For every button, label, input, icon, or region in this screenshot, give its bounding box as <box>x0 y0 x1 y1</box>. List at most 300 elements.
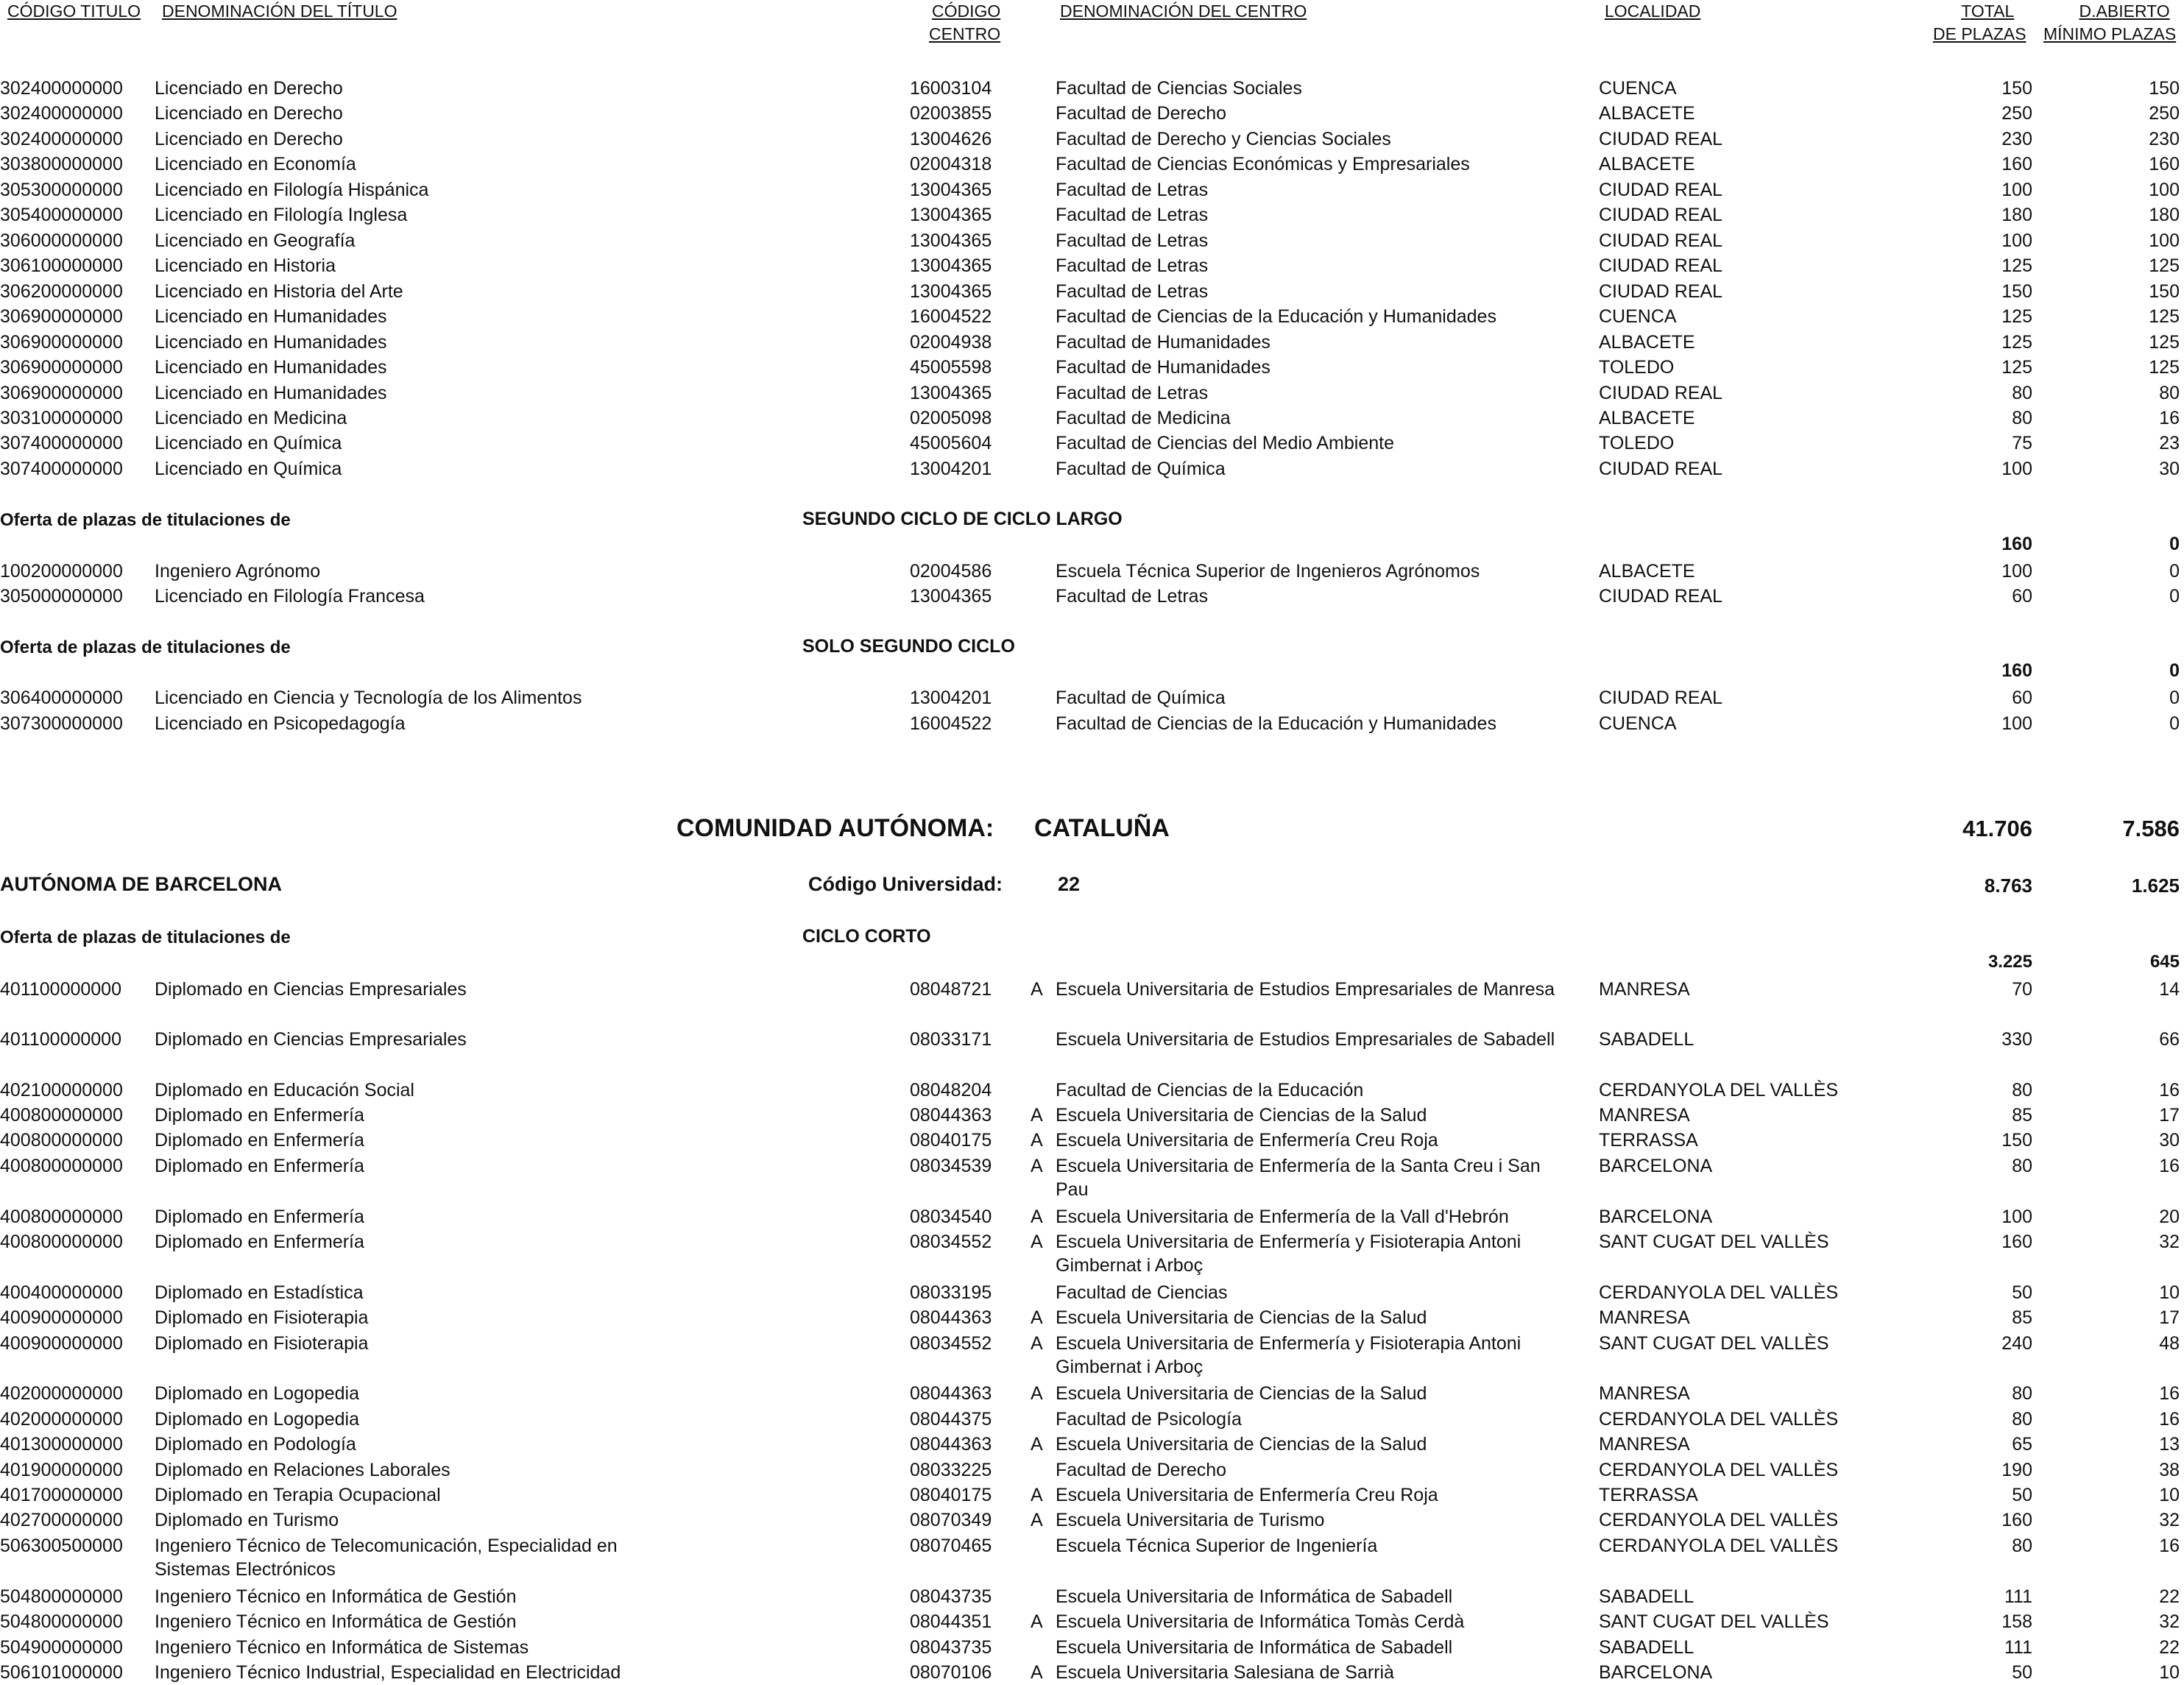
comunidad-total: 41.706 <box>1962 816 2032 841</box>
universidad-code: 22 <box>1058 873 1081 895</box>
denominacion-centro-cell-cont: Gimbernat i Arboç <box>1056 1255 1204 1276</box>
table-row <box>0 202 2184 227</box>
table-row <box>0 1381 2184 1406</box>
denominacion-centro-cell: Facultad de Derecho <box>1056 103 1227 124</box>
denominacion-centro-cell: Facultad de Química <box>1056 459 1226 479</box>
titulo-cell: Licenciado en Filología Francesa <box>155 586 425 607</box>
header-codigo-titulo: CÓDIGO TITULO <box>7 1 141 21</box>
universidad-total: 8.763 <box>1984 875 2032 897</box>
titulo-cell: Diplomado en Podología <box>155 1434 356 1455</box>
total-plazas-cell: 150 <box>2001 78 2032 99</box>
titulo-cell: Licenciado en Química <box>155 459 342 479</box>
codigo-cell: 402700000000 <box>0 1510 123 1530</box>
codigo-cell: 400900000000 <box>0 1333 123 1354</box>
total-plazas-cell: 50 <box>2012 1282 2032 1303</box>
total-plazas-cell: 80 <box>2012 1409 2032 1430</box>
section-type: SOLO SEGUNDO CICLO <box>802 636 1015 657</box>
adscrito-cell: A <box>1031 1485 1043 1505</box>
minimo-plazas-cell: 16 <box>2159 1409 2180 1430</box>
denominacion-centro-cell: Facultad de Ciencias de la Educación y Humanidades <box>1056 713 1496 734</box>
codigo-cell: 306900000000 <box>0 357 123 378</box>
total-plazas-cell: 250 <box>2001 103 2032 124</box>
codigo-centro-cell: 08034539 <box>910 1156 992 1176</box>
localidad-cell: ALBACETE <box>1599 561 1695 582</box>
codigo-cell: 401900000000 <box>0 1460 123 1480</box>
section-minimo: 645 <box>2149 952 2180 972</box>
table-row <box>0 711 2184 736</box>
titulo-cell: Licenciado en Química <box>155 433 342 453</box>
codigo-centro-cell: 16004522 <box>910 713 992 734</box>
denominacion-centro-cell: Facultad de Letras <box>1056 281 1209 302</box>
denominacion-centro-cell: Facultad de Letras <box>1056 180 1209 200</box>
minimo-plazas-cell: 30 <box>2159 1130 2180 1151</box>
table-row <box>0 1103 2184 1128</box>
table-row <box>0 1331 2184 1377</box>
titulo-cell: Licenciado en Medicina <box>155 408 347 428</box>
table-row <box>0 1027 2184 1052</box>
codigo-centro-cell: 08044363 <box>910 1383 992 1404</box>
titulo-cell: Diplomado en Estadística <box>155 1282 364 1303</box>
codigo-centro-cell: 13004365 <box>910 180 992 200</box>
codigo-cell: 506300500000 <box>0 1536 123 1556</box>
titulo-cell: Diplomado en Ciencias Empresariales <box>155 1029 467 1050</box>
adscrito-cell: A <box>1031 1232 1043 1252</box>
total-plazas-cell: 125 <box>2001 255 2032 276</box>
table-row <box>0 1154 2184 1200</box>
codigo-cell: 306200000000 <box>0 281 123 302</box>
localidad-cell: CERDANYOLA DEL VALLÈS <box>1599 1080 1839 1101</box>
table-row <box>0 1508 2184 1533</box>
codigo-centro-cell: 08044363 <box>910 1434 992 1455</box>
minimo-plazas-cell: 16 <box>2159 1156 2180 1176</box>
titulo-cell: Licenciado en Ciencia y Tecnología de los Alimentos <box>155 688 582 708</box>
codigo-centro-cell: 08034552 <box>910 1333 992 1354</box>
minimo-plazas-cell: 32 <box>2159 1510 2180 1530</box>
adscrito-cell: A <box>1031 1662 1043 1683</box>
titulo-cell: Diplomado en Enfermería <box>155 1130 364 1151</box>
comunidad-name: CATALUÑA <box>1034 814 1170 842</box>
header-total-line2: DE PLAZAS <box>1933 24 2026 44</box>
localidad-cell: SABADELL <box>1599 1637 1694 1658</box>
codigo-centro-cell: 45005604 <box>910 433 992 453</box>
denominacion-centro-cell: Escuela Universitaria de Estudios Empresariales de Manresa <box>1056 979 1555 1000</box>
titulo-cell: Ingeniero Técnico de Telecomunicación, Especialidad en <box>155 1536 618 1556</box>
codigo-cell: 400800000000 <box>0 1105 123 1126</box>
codigo-cell: 402100000000 <box>0 1080 123 1101</box>
minimo-plazas-cell: 180 <box>2149 205 2180 225</box>
titulo-cell: Diplomado en Logopedia <box>155 1409 359 1430</box>
total-plazas-cell: 60 <box>2012 688 2032 708</box>
denominacion-centro-cell: Escuela Universitaria de Ciencias de la Salud <box>1056 1307 1427 1328</box>
localidad-cell: MANRESA <box>1599 1434 1690 1455</box>
minimo-plazas-cell: 250 <box>2149 103 2180 124</box>
localidad-cell: CIUDAD REAL <box>1599 255 1723 276</box>
total-plazas-cell: 80 <box>2012 1156 2032 1176</box>
denominacion-centro-cell: Escuela Técnica Superior de Ingenieros Agrónomos <box>1056 561 1480 582</box>
minimo-plazas-cell: 0 <box>2169 713 2180 734</box>
denominacion-centro-cell: Escuela Universitaria de Informática de Sabadell <box>1056 1586 1453 1607</box>
codigo-cell: 504800000000 <box>0 1611 123 1632</box>
denominacion-centro-cell: Escuela Universitaria de Enfermería y Fisioterapia Antoni <box>1056 1333 1522 1354</box>
minimo-plazas-cell: 23 <box>2159 433 2180 453</box>
localidad-cell: CIUDAD REAL <box>1599 180 1723 200</box>
total-plazas-cell: 240 <box>2001 1333 2032 1354</box>
minimo-plazas-cell: 48 <box>2159 1333 2180 1354</box>
codigo-cell: 506101000000 <box>0 1662 123 1683</box>
titulo-cell: Ingeniero Técnico Industrial, Especialidad en Electricidad <box>155 1662 621 1683</box>
codigo-centro-cell: 13004626 <box>910 129 992 149</box>
denominacion-centro-cell: Escuela Universitaria de Informática Tomàs Cerdà <box>1056 1611 1465 1632</box>
total-plazas-cell: 190 <box>2001 1460 2032 1480</box>
titulo-cell: Licenciado en Economía <box>155 154 356 174</box>
table-row <box>0 685 2184 710</box>
table-row <box>0 152 2184 177</box>
codigo-centro-cell: 02004318 <box>910 154 992 174</box>
codigo-cell: 401100000000 <box>0 1029 121 1050</box>
table-row <box>0 584 2184 609</box>
denominacion-centro-cell: Escuela Universitaria de Enfermería Creu Roja <box>1056 1130 1438 1151</box>
denominacion-centro-cell: Escuela Universitaria de Turismo <box>1056 1510 1325 1530</box>
localidad-cell: MANRESA <box>1599 979 1690 1000</box>
section-type: SEGUNDO CICLO DE CICLO LARGO <box>802 509 1123 529</box>
codigo-cell: 401700000000 <box>0 1485 123 1505</box>
codigo-centro-cell: 08033195 <box>910 1282 992 1303</box>
denominacion-centro-cell: Escuela Universitaria de Ciencias de la Salud <box>1056 1434 1427 1455</box>
localidad-cell: CIUDAD REAL <box>1599 230 1723 251</box>
table-row <box>0 127 2184 152</box>
localidad-cell: CERDANYOLA DEL VALLÈS <box>1599 1282 1839 1303</box>
codigo-centro-cell: 08044351 <box>910 1611 992 1632</box>
titulo-cell-cont: Sistemas Electrónicos <box>155 1559 336 1580</box>
minimo-plazas-cell: 10 <box>2159 1662 2180 1683</box>
titulo-cell: Ingeniero Agrónomo <box>155 561 321 582</box>
codigo-centro-cell: 13004365 <box>910 383 992 403</box>
localidad-cell: TOLEDO <box>1599 357 1675 378</box>
denominacion-centro-cell: Facultad de Medicina <box>1056 408 1231 428</box>
adscrito-cell: A <box>1031 1307 1043 1328</box>
section-minimo: 0 <box>2169 660 2180 681</box>
total-plazas-cell: 160 <box>2001 1510 2032 1530</box>
denominacion-centro-cell: Escuela Universitaria de Enfermería Creu Roja <box>1056 1485 1438 1505</box>
table-row <box>0 1204 2184 1229</box>
titulo-cell: Licenciado en Humanidades <box>155 306 387 327</box>
codigo-cell: 302400000000 <box>0 78 123 99</box>
minimo-plazas-cell: 10 <box>2159 1485 2180 1505</box>
codigo-cell: 305300000000 <box>0 180 123 200</box>
denominacion-centro-cell: Facultad de Humanidades <box>1056 357 1271 378</box>
minimo-plazas-cell: 0 <box>2169 586 2180 607</box>
codigo-cell: 302400000000 <box>0 103 123 124</box>
localidad-cell: CUENCA <box>1599 306 1677 327</box>
titulo-cell: Licenciado en Psicopedagogía <box>155 713 406 734</box>
table-row <box>0 406 2184 431</box>
codigo-centro-cell: 08048204 <box>910 1080 992 1101</box>
localidad-cell: BARCELONA <box>1599 1156 1713 1176</box>
localidad-cell: MANRESA <box>1599 1383 1690 1404</box>
total-plazas-cell: 125 <box>2001 306 2032 327</box>
codigo-centro-cell: 08033171 <box>910 1029 992 1050</box>
table-row <box>0 1483 2184 1508</box>
codigo-centro-cell: 08070465 <box>910 1536 992 1556</box>
codigo-cell: 401300000000 <box>0 1434 123 1455</box>
minimo-plazas-cell: 66 <box>2159 1029 2180 1050</box>
codigo-centro-cell: 08040175 <box>910 1130 992 1151</box>
total-plazas-cell: 160 <box>2001 154 2032 174</box>
codigo-centro-cell: 02003855 <box>910 103 992 124</box>
titulo-cell: Licenciado en Geografía <box>155 230 356 251</box>
denominacion-centro-cell: Escuela Universitaria de Enfermería de la Vall d'Hebrón <box>1056 1207 1509 1227</box>
header-minimo <box>2043 0 2176 46</box>
localidad-cell: ALBACETE <box>1599 103 1695 124</box>
titulo-cell: Ingeniero Técnico en Informática de Gestión <box>155 1611 517 1632</box>
codigo-centro-cell: 08044363 <box>910 1307 992 1328</box>
titulo-cell: Licenciado en Humanidades <box>155 332 387 353</box>
denominacion-centro-cell: Escuela Universitaria de Enfermería de la Santa Creu i San <box>1056 1156 1541 1176</box>
titulo-cell: Diplomado en Ciencias Empresariales <box>155 979 467 1000</box>
codigo-centro-cell: 13004365 <box>910 586 992 607</box>
codigo-cell: 400800000000 <box>0 1232 123 1252</box>
total-plazas-cell: 150 <box>2001 1130 2032 1151</box>
total-plazas-cell: 100 <box>2001 1207 2032 1227</box>
codigo-centro-cell: 08043735 <box>910 1637 992 1658</box>
denominacion-centro-cell: Escuela Universitaria de Informática de Sabadell <box>1056 1637 1453 1658</box>
total-plazas-cell: 230 <box>2001 129 2032 149</box>
denominacion-centro-cell: Escuela Universitaria de Estudios Empresariales de Sabadell <box>1056 1029 1555 1050</box>
codigo-cell: 402000000000 <box>0 1409 123 1430</box>
minimo-plazas-cell: 16 <box>2159 1383 2180 1404</box>
denominacion-centro-cell: Escuela Universitaria de Enfermería y Fisioterapia Antoni <box>1056 1232 1522 1252</box>
localidad-cell: CIUDAD REAL <box>1599 688 1723 708</box>
codigo-centro-cell: 08040175 <box>910 1485 992 1505</box>
localidad-cell: ALBACETE <box>1599 154 1695 174</box>
localidad-cell: CIUDAD REAL <box>1599 459 1723 479</box>
minimo-plazas-cell: 125 <box>2149 306 2180 327</box>
total-plazas-cell: 100 <box>2001 459 2032 479</box>
denominacion-centro-cell: Facultad de Ciencias Sociales <box>1056 78 1302 99</box>
section-total: 3.225 <box>1987 952 2032 972</box>
localidad-cell: TERRASSA <box>1599 1130 1698 1151</box>
total-plazas-cell: 60 <box>2012 586 2032 607</box>
total-plazas-cell: 75 <box>2012 433 2032 453</box>
minimo-plazas-cell: 125 <box>2149 255 2180 276</box>
adscrito-cell: A <box>1031 1383 1043 1404</box>
codigo-cell: 306900000000 <box>0 306 123 327</box>
denominacion-centro-cell: Facultad de Derecho <box>1056 1460 1227 1480</box>
minimo-plazas-cell: 17 <box>2159 1307 2180 1328</box>
section-label: Oferta de plazas de titulaciones de <box>0 928 291 947</box>
denominacion-centro-cell: Facultad de Ciencias del Medio Ambiente <box>1056 433 1394 453</box>
codigo-centro-cell: 08070349 <box>910 1510 992 1530</box>
denominacion-centro-cell: Facultad de Química <box>1056 688 1226 708</box>
denominacion-centro-cell: Facultad de Letras <box>1056 383 1209 403</box>
denominacion-centro-cell: Facultad de Derecho y Ciencias Sociales <box>1056 129 1391 149</box>
denominacion-centro-cell: Escuela Universitaria de Ciencias de la Salud <box>1056 1105 1427 1126</box>
header-minimo-line2: MÍNIMO PLAZAS <box>2043 24 2177 44</box>
minimo-plazas-cell: 16 <box>2159 1080 2180 1101</box>
denominacion-centro-cell: Escuela Universitaria Salesiana de Sarrià <box>1056 1662 1394 1683</box>
table-row <box>0 1280 2184 1305</box>
total-plazas-cell: 125 <box>2001 357 2032 378</box>
total-plazas-cell: 85 <box>2012 1307 2032 1328</box>
adscrito-cell: A <box>1031 1105 1043 1126</box>
minimo-plazas-cell: 32 <box>2159 1232 2180 1252</box>
minimo-plazas-cell: 16 <box>2159 1536 2180 1556</box>
codigo-centro-cell: 13004201 <box>910 688 992 708</box>
localidad-cell: SABADELL <box>1599 1029 1694 1050</box>
table-row <box>0 101 2184 126</box>
codigo-cell: 504900000000 <box>0 1637 123 1658</box>
codigo-cell: 400800000000 <box>0 1130 123 1151</box>
codigo-cell: 400800000000 <box>0 1156 123 1176</box>
total-plazas-cell: 100 <box>2001 561 2032 582</box>
codigo-cell: 307400000000 <box>0 459 123 479</box>
total-plazas-cell: 50 <box>2012 1662 2032 1683</box>
localidad-cell: CERDANYOLA DEL VALLÈS <box>1599 1409 1839 1430</box>
table-row <box>0 279 2184 304</box>
codigo-cell: 302400000000 <box>0 129 123 149</box>
minimo-plazas-cell: 100 <box>2149 180 2180 200</box>
localidad-cell: SANT CUGAT DEL VALLÈS <box>1599 1333 1829 1354</box>
table-row <box>0 304 2184 329</box>
total-plazas-cell: 125 <box>2001 332 2032 353</box>
total-plazas-cell: 111 <box>2004 1637 2032 1658</box>
denominacion-centro-cell: Facultad de Ciencias <box>1056 1282 1228 1303</box>
header-codigo-centro-line1: CÓDIGO <box>932 1 1001 21</box>
localidad-cell: MANRESA <box>1599 1307 1690 1328</box>
localidad-cell: BARCELONA <box>1599 1207 1713 1227</box>
codigo-centro-cell: 08044363 <box>910 1105 992 1126</box>
table-row <box>0 1533 2184 1580</box>
localidad-cell: MANRESA <box>1599 1105 1690 1126</box>
codigo-centro-cell: 13004201 <box>910 459 992 479</box>
codigo-centro-cell: 08033225 <box>910 1460 992 1480</box>
denominacion-centro-cell: Facultad de Letras <box>1056 586 1209 607</box>
codigo-cell: 306100000000 <box>0 255 123 276</box>
total-plazas-cell: 111 <box>2004 1586 2032 1607</box>
section-label: Oferta de plazas de titulaciones de <box>0 510 291 530</box>
table-row <box>0 431 2184 456</box>
codigo-cell: 306000000000 <box>0 230 123 251</box>
minimo-plazas-cell: 14 <box>2159 979 2180 1000</box>
titulo-cell: Diplomado en Fisioterapia <box>155 1307 369 1328</box>
codigo-cell: 402000000000 <box>0 1383 123 1404</box>
localidad-cell: SANT CUGAT DEL VALLÈS <box>1599 1232 1829 1252</box>
titulo-cell: Licenciado en Derecho <box>155 129 343 149</box>
codigo-cell: 306400000000 <box>0 688 123 708</box>
titulo-cell: Diplomado en Enfermería <box>155 1232 364 1252</box>
header-minimo-line1: D.ABIERTO <box>2079 1 2170 21</box>
minimo-plazas-cell: 0 <box>2169 561 2180 582</box>
minimo-plazas-cell: 22 <box>2159 1637 2180 1658</box>
codigo-cell: 306900000000 <box>0 383 123 403</box>
total-plazas-cell: 70 <box>2012 979 2032 1000</box>
minimo-plazas-cell: 10 <box>2159 1282 2180 1303</box>
codigo-centro-cell: 08043735 <box>910 1586 992 1607</box>
localidad-cell: CERDANYOLA DEL VALLÈS <box>1599 1536 1839 1556</box>
codigo-cell: 400400000000 <box>0 1282 123 1303</box>
codigo-cell: 306900000000 <box>0 332 123 353</box>
table-row <box>0 1584 2184 1609</box>
titulo-cell: Licenciado en Humanidades <box>155 357 387 378</box>
codigo-centro-cell: 16004522 <box>910 306 992 327</box>
comunidad-minimo: 7.586 <box>2122 816 2180 841</box>
total-plazas-cell: 100 <box>2001 713 2032 734</box>
denominacion-centro-cell-cont: Pau <box>1056 1179 1089 1200</box>
denominacion-centro-cell: Escuela Técnica Superior de Ingeniería <box>1056 1536 1378 1556</box>
titulo-cell: Diplomado en Enfermería <box>155 1105 364 1126</box>
minimo-plazas-cell: 0 <box>2169 688 2180 708</box>
codigo-cell: 100200000000 <box>0 561 123 582</box>
minimo-plazas-cell: 125 <box>2149 332 2180 353</box>
denominacion-centro-cell: Facultad de Letras <box>1056 255 1209 276</box>
minimo-plazas-cell: 150 <box>2149 281 2180 302</box>
table-row <box>0 76 2184 101</box>
localidad-cell: SABADELL <box>1599 1586 1694 1607</box>
denominacion-centro-cell: Facultad de Humanidades <box>1056 332 1271 353</box>
titulo-cell: Ingeniero Técnico en Informática de Sistemas <box>155 1637 529 1658</box>
localidad-cell: CIUDAD REAL <box>1599 129 1723 149</box>
codigo-centro-cell: 02004938 <box>910 332 992 353</box>
header-denominacion-centro: DENOMINACIÓN DEL CENTRO <box>1060 1 1307 21</box>
total-plazas-cell: 330 <box>2001 1029 2032 1050</box>
universidad-minimo: 1.625 <box>2131 875 2180 897</box>
titulo-cell: Licenciado en Filología Hispánica <box>155 180 429 200</box>
denominacion-centro-cell: Facultad de Ciencias de la Educación <box>1056 1080 1364 1101</box>
codigo-centro-cell: 02004586 <box>910 561 992 582</box>
titulo-cell: Diplomado en Fisioterapia <box>155 1333 369 1354</box>
titulo-cell: Diplomado en Enfermería <box>155 1207 364 1227</box>
table-row <box>0 1660 2184 1685</box>
minimo-plazas-cell: 160 <box>2149 154 2180 174</box>
section-label: Oferta de plazas de titulaciones de <box>0 637 291 657</box>
table-row <box>0 1128 2184 1153</box>
codigo-cell: 303100000000 <box>0 408 123 428</box>
section-type: CICLO CORTO <box>802 926 931 947</box>
codigo-centro-cell: 13004365 <box>910 205 992 225</box>
minimo-plazas-cell: 22 <box>2159 1586 2180 1607</box>
total-plazas-cell: 80 <box>2012 383 2032 403</box>
localidad-cell: SANT CUGAT DEL VALLÈS <box>1599 1611 1829 1632</box>
localidad-cell: ALBACETE <box>1599 408 1695 428</box>
table-row <box>0 1458 2184 1483</box>
table-row <box>0 977 2184 1002</box>
minimo-plazas-cell: 100 <box>2149 230 2180 251</box>
minimo-plazas-cell: 125 <box>2149 357 2180 378</box>
header-denominacion-titulo: DENOMINACIÓN DEL TÍTULO <box>162 1 397 21</box>
titulo-cell: Diplomado en Logopedia <box>155 1383 359 1404</box>
titulo-cell: Ingeniero Técnico en Informática de Gestión <box>155 1586 517 1607</box>
codigo-cell: 400900000000 <box>0 1307 123 1328</box>
localidad-cell: TERRASSA <box>1599 1485 1698 1505</box>
localidad-cell: CIUDAD REAL <box>1599 205 1723 225</box>
denominacion-centro-cell: Facultad de Ciencias Económicas y Empresariales <box>1056 154 1470 174</box>
codigo-centro-cell: 13004365 <box>910 255 992 276</box>
minimo-plazas-cell: 150 <box>2149 78 2180 99</box>
localidad-cell: ALBACETE <box>1599 332 1695 353</box>
table-row <box>0 177 2184 202</box>
minimo-plazas-cell: 16 <box>2159 408 2180 428</box>
codigo-centro-cell: 08044375 <box>910 1409 992 1430</box>
codigo-cell: 400800000000 <box>0 1207 123 1227</box>
titulo-cell: Licenciado en Historia <box>155 255 336 276</box>
table-row <box>0 381 2184 406</box>
codigo-cell: 305000000000 <box>0 586 123 607</box>
header-codigo-centro-line2: CENTRO <box>929 24 1001 44</box>
localidad-cell: CUENCA <box>1599 713 1677 734</box>
table-row <box>0 1407 2184 1432</box>
titulo-cell: Licenciado en Filología Inglesa <box>155 205 408 225</box>
codigo-cell: 303800000000 <box>0 154 123 174</box>
